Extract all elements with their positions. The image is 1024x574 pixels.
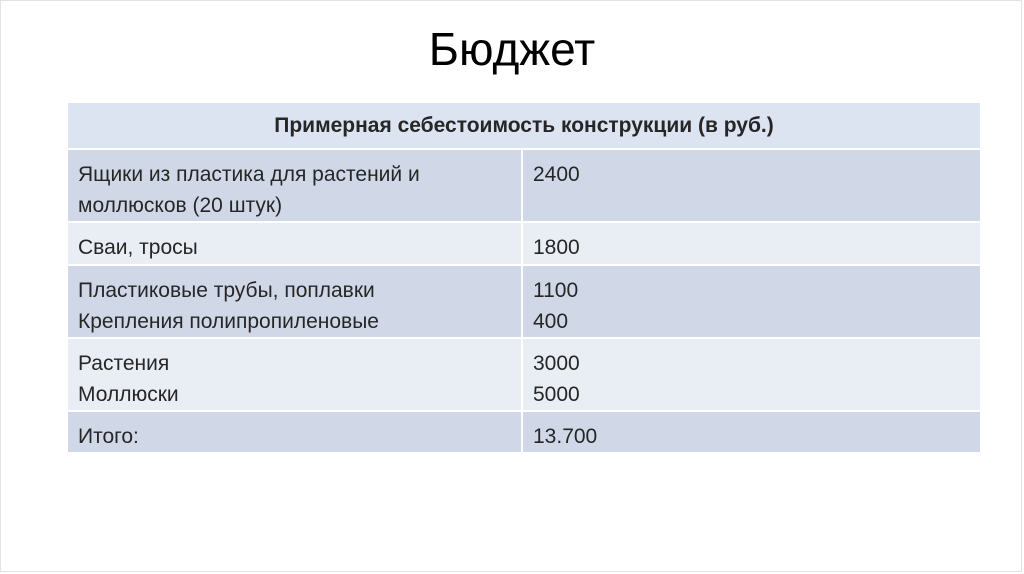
- value-text: 2400: [533, 163, 580, 186]
- item-text: Сваи, тросы: [78, 236, 198, 259]
- value-text: 3000: [533, 352, 580, 375]
- item-text: Ящики из пластика для растений и: [78, 163, 420, 186]
- table-row: [67, 149, 981, 222]
- item-cell: [67, 222, 522, 265]
- table-row-total: [67, 411, 981, 453]
- item-cell: [67, 338, 522, 411]
- item-text: Растения: [78, 352, 170, 375]
- value-cell: [522, 149, 981, 222]
- item-cell: [67, 411, 522, 453]
- budget-table: [66, 101, 982, 454]
- item-text: Крепления полипропиленовые: [78, 310, 379, 333]
- value-cell: [522, 411, 981, 453]
- item-text: моллюсков (20 штук): [78, 194, 283, 217]
- value-text: 400: [533, 310, 569, 333]
- table-header: Примерная себестоимость конструкции (в руб.): [67, 102, 981, 149]
- table-row: [67, 222, 981, 265]
- value-cell: [522, 338, 981, 411]
- value-cell: [522, 222, 981, 265]
- value-text: 1100: [533, 279, 579, 302]
- value-text: 13.700: [533, 425, 598, 448]
- table-header-row: [67, 102, 981, 149]
- item-text: Моллюски: [78, 383, 179, 406]
- value-cell: [522, 265, 981, 338]
- table-row: [67, 338, 981, 411]
- item-text: Пластиковые трубы, поплавки: [78, 279, 375, 302]
- item-cell: [67, 265, 522, 338]
- value-text: 5000: [533, 383, 580, 406]
- item-text: Итого:: [78, 425, 139, 448]
- item-cell: [67, 149, 522, 222]
- slide-title: Бюджет: [428, 23, 596, 75]
- value-text: 1800: [533, 236, 580, 259]
- table-row: [67, 265, 981, 338]
